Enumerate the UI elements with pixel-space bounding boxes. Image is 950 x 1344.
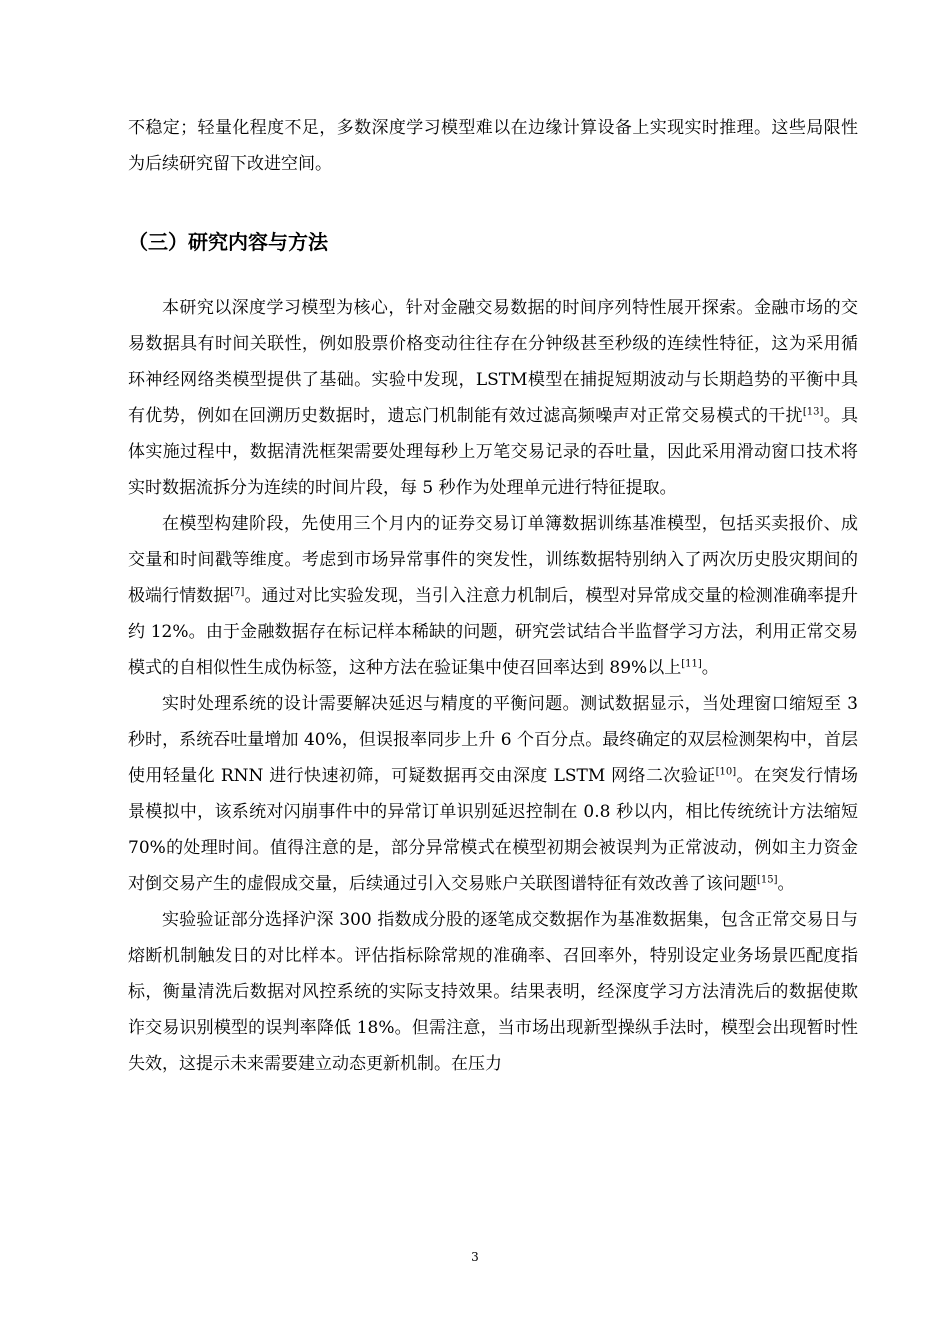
paragraph-1 [128, 290, 858, 506]
paragraph-2-text-a: 在模型构建阶段，先使用三个月内的证券交易订单簿数据训练基准模型，包括买卖报价、成交量和时间戳等维度。考虑到市场异常事件的突发性，训练数据特别纳入了两次历史股灾期间的极端行情数据 [128, 514, 858, 606]
body-text [128, 290, 858, 1082]
paragraph-1-text-b: 。具体实施过程中，数据清洗框架需要处理每秒上万笔交易记录的吞吐量，因此采用滑动窗口技术将实时数据流拆分为连续的时间片段，每 5 秒作为处理单元进行特征提取。 [128, 406, 858, 498]
paragraph-1-text-a: 本研究以深度学习模型为核心，针对金融交易数据的时间序列特性展开探索。金融市场的交易数据具有时间关联性，例如股票价格变动往往存在分钟级甚至秒级的连续性特征，这为采用循环神经网络类模型提供了基础。实验中发现，LSTM模型在捕捉短期波动与长期趋势的平衡中具有优势，例如在回溯历史数据时，遗忘门机制能有效过滤高频噪声对正常交易模式的干扰 [128, 298, 858, 426]
paragraph-2-text-c: 。 [701, 658, 719, 678]
citation-7: [7] [230, 586, 245, 598]
citation-13: [13] [802, 406, 824, 418]
citation-10: [10] [715, 766, 737, 778]
paragraph-3-text-c: 。 [777, 874, 795, 894]
citation-15: [15] [757, 874, 778, 886]
page-number: 3 [471, 1250, 479, 1264]
paragraph-4-text: 实验验证部分选择沪深 300 指数成分股的逐笔成交数据作为基准数据集，包含正常交易日与熔断机制触发日的对比样本。评估指标除常规的准确率、召回率外，特别设定业务场景匹配度指标，衡量清洗后数据对风控系统的实际支持效果。结果表明，经深度学习方法清洗后的数据使欺诈交易识别模型的误判率降低 18%。但需注意，当市场出现新型操纵手法时，模型会出现暂时性失效，这提示未来需要建立动态更新机制。在压力 [128, 910, 858, 1074]
paragraph-2 [128, 506, 858, 686]
section-heading: （三）研究内容与方法 [128, 230, 328, 254]
paragraph-3-text-b: 。在突发行情场景模拟中，该系统对闪崩事件中的异常订单识别延迟控制在 0.8 秒以内，相比传统统计方法缩短 70%的处理时间。值得注意的是，部分异常模式在模型初期会被误判为正常波动，例如主力资金对倒交易产生的虚假成交量，后续通过引入交易账户关联图谱特征有效改善了该问题 [128, 766, 859, 894]
continuation-paragraph: 不稳定；轻量化程度不足，多数深度学习模型难以在边缘计算设备上实现实时推理。这些局限性为后续研究留下改进空间。 [128, 118, 858, 174]
continuation-paragraph-block [128, 110, 858, 182]
paragraph-3 [128, 686, 858, 902]
citation-11: [11] [681, 658, 702, 670]
paragraph-3-text-a: 实时处理系统的设计需要解决延迟与精度的平衡问题。测试数据显示，当处理窗口缩短至 3 秒时，系统吞吐量增加 40%，但误报率同步上升 6 个百分点。最终确定的双层检测架构中，首层使用轻量化 RNN 进行快速初筛，可疑数据再交由深度 LSTM 网络二次验证 [128, 694, 858, 786]
paragraph-4 [128, 902, 858, 1082]
paragraph-2-text-b: 。通过对比实验发现，当引入注意力机制后，模型对异常成交量的检测准确率提升约 12%。由于金融数据存在标记样本稀缺的问题，研究尝试结合半监督学习方法，利用正常交易模式的自相似性生成伪标签，这种方法在验证集中使召回率达到 89%以上 [128, 586, 859, 678]
